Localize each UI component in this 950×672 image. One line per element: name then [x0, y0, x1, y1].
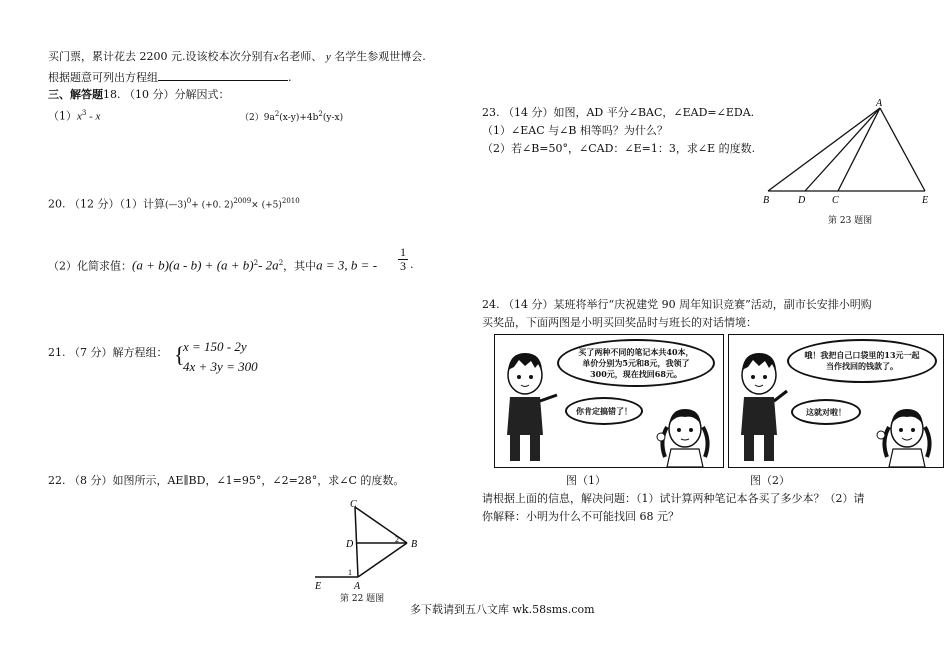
- q23-part1: （1）∠EAC 与∠B 相等吗？为什么？: [482, 124, 668, 137]
- q20-part1: 20. （12 分）（1）计算(—3)$^0$+ (+0. $2)^{2009}\times (+5)^{2010}$: [48, 197, 300, 211]
- q22-figure: [310, 497, 430, 592]
- q17-line2: 根据题意可列出方程组 .: [48, 71, 292, 84]
- label-B: B: [763, 195, 770, 206]
- label-C: C: [350, 499, 357, 510]
- q18-part2: $(2)9a^2(x-y)+4b^2(y-x)$: [240, 110, 344, 123]
- angle-1-label: 1: [348, 568, 352, 577]
- q24-heading: 24. （14 分）某班将举行“庆祝建党 90 周年知识竞赛”活动，副市长安排小明购: [482, 298, 872, 311]
- q21-heading: 21. （7 分）解方程组：: [48, 346, 168, 359]
- q23-heading: 23. （14 分）如图，AD 平分∠BAC，∠EAD=∠EDA.: [482, 106, 755, 119]
- system-brace: {: [174, 342, 185, 367]
- label-E: E: [315, 581, 322, 592]
- speech-bubble-3: 哦！我把自己口袋里的13元一起当作找回的钱款了。: [787, 339, 937, 383]
- answer-blank[interactable]: [158, 70, 288, 81]
- q22-text: 22. （8 分）如图所示，AE∥BD，∠1=95°，∠2=28°，求∠C 的度数。: [48, 474, 405, 487]
- girl-illustration: [645, 397, 723, 467]
- comic-panel-2: [728, 334, 944, 468]
- equation-2: 4x + 3y = 300: [183, 359, 258, 374]
- label-A: A: [876, 98, 883, 109]
- label-D: D: [798, 195, 806, 206]
- speech-bubble-1: 买了两种不同的笔记本共40本，单价分别为5元和8元，我领了300元，现在找回68元。: [557, 339, 715, 387]
- speech-bubble-2: 你肯定搞错了！: [565, 397, 643, 425]
- q22-caption: 第 22 题图: [340, 594, 385, 604]
- footer-watermark: 多下载请到五八文库 wk.58sms.com: [410, 603, 595, 616]
- figure-1-caption: 图（1）: [566, 474, 606, 487]
- q18-heading: 三、解答题18. （10 分）分解因式：: [48, 88, 230, 101]
- comic-panel-1: [494, 334, 724, 468]
- q23-figure: [760, 96, 935, 211]
- q18-part1: $(1)x^3$ - x: [48, 109, 101, 123]
- angle-2-label: 2: [395, 535, 399, 544]
- q24-question-1: 请根据上面的信息，解决问题：（1）试计算两种笔记本各买了多少本？（2）请: [482, 492, 865, 505]
- label-A: A: [354, 581, 361, 592]
- q24-heading-2: 买奖品，下面两图是小明买回奖品时与班长的对话情境：: [482, 316, 757, 329]
- figure-2-caption: 图（2）: [750, 474, 790, 487]
- fraction-one-third: 1 3: [400, 245, 406, 273]
- q17-line1: 买门票，累计花去 2200 元.设该校本次分别有x名老师、 y 名学生参观世博会.: [48, 50, 426, 63]
- q20-part2: （2）化简求值：$(a + b)(a - b) + (a + b)^2-$ $2a^2$，其中a = 3, b = -: [48, 257, 378, 273]
- q24-question-2: 你解释：小明为什么不可能找回 68 元？: [482, 510, 679, 523]
- q23-caption: 第 23 题图: [828, 216, 873, 226]
- q23-part2: （2）若∠B=50°，∠CAD：∠E=1：3，求∠E 的度数.: [482, 142, 756, 155]
- equation-1: x = 150 - 2y: [183, 339, 247, 354]
- label-B: B: [411, 539, 418, 550]
- period: .: [410, 258, 414, 271]
- label-D: D: [346, 539, 354, 550]
- speech-bubble-4: 这就对啦！: [791, 399, 861, 425]
- label-E: E: [922, 195, 929, 206]
- girl-illustration: [867, 397, 943, 467]
- label-C: C: [832, 195, 839, 206]
